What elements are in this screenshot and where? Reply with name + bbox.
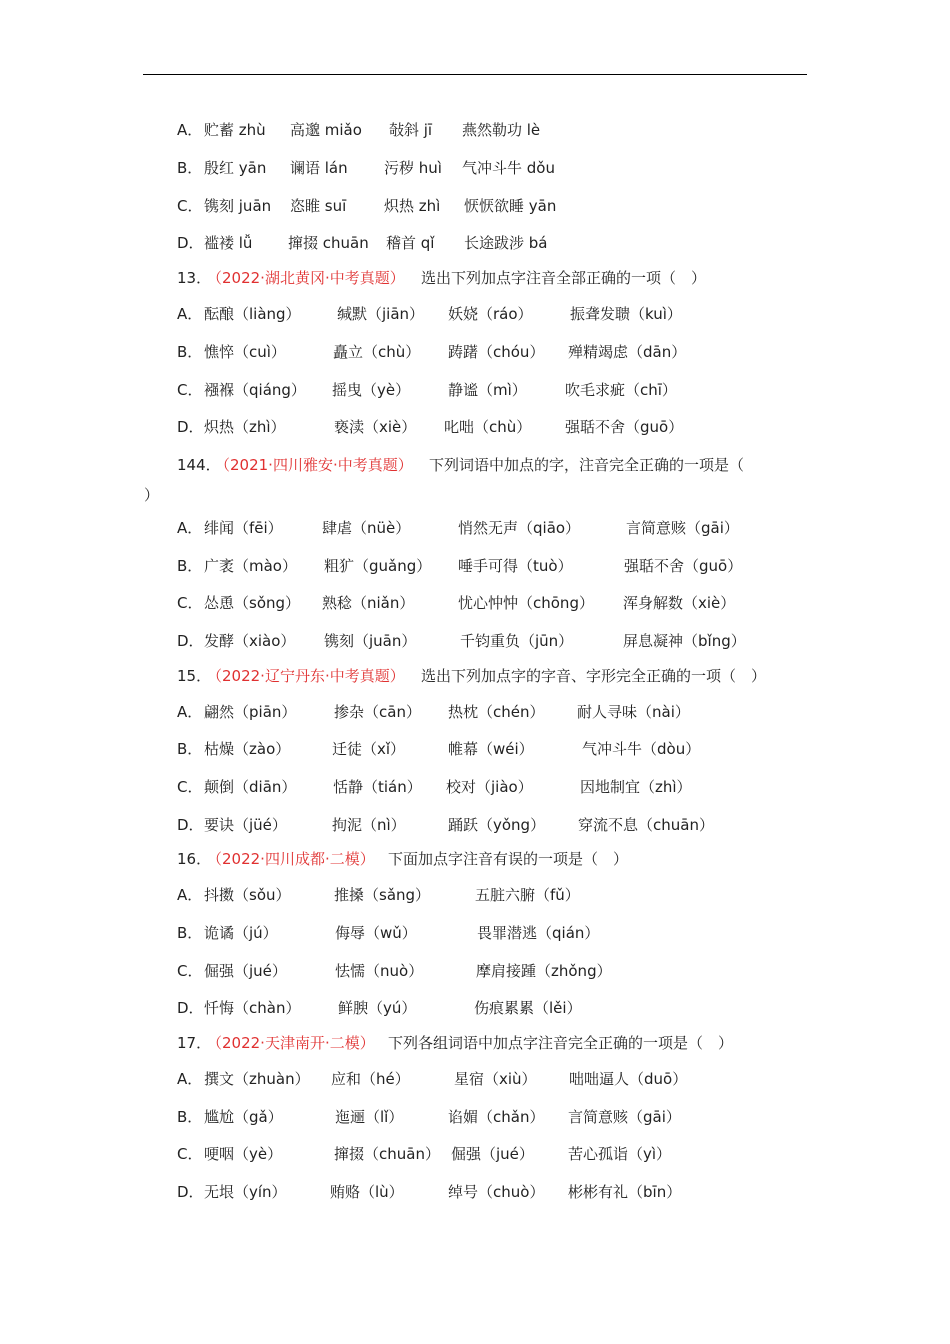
option-letter: C． xyxy=(177,381,203,399)
option-word: 矗立（chù） xyxy=(333,343,421,361)
option-letter: D． xyxy=(177,234,204,252)
option-word: 缄默（jiān） xyxy=(337,305,425,323)
option-letter: D． xyxy=(177,418,204,436)
option-word: 踌躇（chóu） xyxy=(448,343,545,361)
option-letter: C． xyxy=(177,962,203,980)
option-word: 襁褓（qiáng） xyxy=(204,381,306,399)
option-letter: A． xyxy=(177,305,203,323)
question-source: （2022·四川成都·二模） xyxy=(207,850,375,868)
option-word: 怯懦（nuò） xyxy=(335,962,424,980)
option-word: 枯燥（zào） xyxy=(204,740,291,758)
option-word: 撺掇 chuān xyxy=(288,234,369,252)
question-source: （2022·辽宁丹东·中考真题） xyxy=(207,667,405,685)
option-word: 言简意赅（gāi） xyxy=(626,519,739,537)
option-word: 贮蓄 zhù xyxy=(204,121,266,139)
option-word: 倔强（jué） xyxy=(204,962,287,980)
option-word: 恹恹欲睡 yān xyxy=(464,197,557,215)
option-word: 言简意赅（gāi） xyxy=(568,1108,681,1126)
question-number: 13． xyxy=(177,269,212,287)
option-word: 五脏六腑（fǔ） xyxy=(475,886,580,904)
option-word: 绰号（chuò） xyxy=(448,1183,545,1201)
option-word: 帷幕（wéi） xyxy=(448,740,534,758)
option-letter: A． xyxy=(177,121,203,139)
option-letter: A． xyxy=(177,1070,203,1088)
option-letter: B． xyxy=(177,557,203,575)
option-word: 耐人寻味（nài） xyxy=(577,703,690,721)
option-word: 畏罪潜逃（qián） xyxy=(477,924,600,942)
option-word: 殷红 yān xyxy=(204,159,267,177)
option-word: 妖娆（ráo） xyxy=(448,305,533,323)
option-letter: D． xyxy=(177,1183,204,1201)
option-word: 殚精竭虑（dān） xyxy=(568,343,687,361)
option-word: 屏息凝神（bǐng） xyxy=(623,632,746,650)
option-word: 强聒不舍（guō） xyxy=(565,418,684,436)
question-stem: 下列词语中加点的字，注音完全正确的一项是（ xyxy=(429,456,745,474)
option-letter: D． xyxy=(177,632,204,650)
question-stem: 下列各组词语中加点字注音完全正确的一项是（ ） xyxy=(388,1034,734,1052)
option-word: 褴褛 lǚ xyxy=(204,234,253,252)
option-word: 倔强（jué） xyxy=(451,1145,534,1163)
option-letter: C． xyxy=(177,1145,203,1163)
option-word: 亵渎（xiè） xyxy=(334,418,417,436)
option-letter: B． xyxy=(177,343,203,361)
option-word: 悄然无声（qiāo） xyxy=(458,519,581,537)
option-word: 唾手可得（tuò） xyxy=(458,557,573,575)
option-word: 肆虐（nüè） xyxy=(322,519,411,537)
option-word: 掺杂（cān） xyxy=(334,703,421,721)
option-word: 污秽 huì xyxy=(384,159,442,177)
option-word: 撺掇（chuān） xyxy=(334,1145,440,1163)
option-word: 彬彬有礼（bīn） xyxy=(568,1183,682,1201)
option-word: 谄媚（chǎn） xyxy=(448,1108,545,1126)
option-word: 长途跋涉 bá xyxy=(464,234,548,252)
question-stem: 选出下列加点字的字音、字形完全正确的一项（ ） xyxy=(421,667,767,685)
option-word: 颠倒（diān） xyxy=(204,778,297,796)
option-letter: B． xyxy=(177,1108,203,1126)
option-word: 气冲斗牛（dòu） xyxy=(582,740,701,758)
option-letter: D． xyxy=(177,999,204,1017)
option-word: 高邈 miǎo xyxy=(290,121,362,139)
option-word: 哽咽（yè） xyxy=(204,1145,283,1163)
option-word: 推搡（sǎng） xyxy=(334,886,431,904)
option-word: 憔悴（cuì） xyxy=(204,343,286,361)
question-number: 17． xyxy=(177,1034,212,1052)
option-letter: B． xyxy=(177,924,203,942)
question-number: 144． xyxy=(177,456,221,474)
option-word: 燕然勒功 lè xyxy=(462,121,541,139)
option-word: 恬静（tián） xyxy=(333,778,422,796)
question-number: 15． xyxy=(177,667,212,685)
option-word: 强聒不舍（guō） xyxy=(624,557,743,575)
option-word: 贿赂（lù） xyxy=(330,1183,404,1201)
option-letter: A． xyxy=(177,886,203,904)
option-letter: D． xyxy=(177,816,204,834)
option-word: 气冲斗牛 dǒu xyxy=(462,159,555,177)
option-word: 摩肩接踵（zhǒng） xyxy=(476,962,612,980)
option-word: 千钧重负（jūn） xyxy=(460,632,574,650)
question-stem: 下面加点字注音有误的一项是（ ） xyxy=(388,850,629,868)
option-word: 发酵（xiào） xyxy=(204,632,296,650)
option-word: 穿流不息（chuān） xyxy=(578,816,714,834)
option-word: 踊跃（yǒng） xyxy=(448,816,546,834)
option-word: 稽首 qǐ xyxy=(386,234,435,252)
header-rule xyxy=(143,74,807,75)
option-word: 静谧（mì） xyxy=(448,381,527,399)
option-word: 应和（hé） xyxy=(331,1070,410,1088)
option-letter: C． xyxy=(177,778,203,796)
option-word: 迁徒（xǐ） xyxy=(332,740,406,758)
option-letter: A． xyxy=(177,519,203,537)
option-word: 浑身解数（xiè） xyxy=(623,594,736,612)
option-word: 无垠（yín） xyxy=(204,1183,287,1201)
option-word: 拘泥（nì） xyxy=(332,816,406,834)
option-word: 撰文（zhuàn） xyxy=(204,1070,310,1088)
option-word: 广袤（mào） xyxy=(204,557,297,575)
option-word: 尴尬（gǎ） xyxy=(204,1108,283,1126)
option-word: 叱咄（chù） xyxy=(444,418,532,436)
option-word: 镌刻（juān） xyxy=(324,632,417,650)
option-word: 伤痕累累（lěi） xyxy=(474,999,582,1017)
option-word: 摇曳（yè） xyxy=(332,381,411,399)
question-source: （2022·天津南开·二模） xyxy=(207,1034,375,1052)
option-letter: B． xyxy=(177,159,203,177)
q14-stem-continued: ） xyxy=(144,486,160,504)
option-word: 要诀（jüé） xyxy=(204,816,287,834)
option-word: 翩然（piān） xyxy=(204,703,297,721)
option-word: 诡谲（jú） xyxy=(204,924,278,942)
option-word: 咄咄逼人（duō） xyxy=(569,1070,688,1088)
option-word: 忧心忡忡（chōng） xyxy=(458,594,594,612)
option-word: 苦心孤诣（yì） xyxy=(568,1145,672,1163)
option-word: 因地制宜（zhì） xyxy=(580,778,692,796)
option-word: 敧斜 jī xyxy=(389,121,433,139)
question-number: 16． xyxy=(177,850,212,868)
option-word: 侮辱（wǔ） xyxy=(335,924,417,942)
option-word: 抖擞（sǒu） xyxy=(204,886,291,904)
question-stem: 选出下列加点字注音全部正确的一项（ ） xyxy=(421,269,707,287)
option-word: 忏悔（chàn） xyxy=(204,999,301,1017)
option-word: 镌刻 juān xyxy=(204,197,272,215)
option-word: 迤逦（lǐ） xyxy=(335,1108,404,1126)
option-word: 熟稔（niǎn） xyxy=(322,594,415,612)
question-source: （2021·四川雅安·中考真题） xyxy=(215,456,413,474)
option-word: 炽热（zhì） xyxy=(204,418,286,436)
option-letter: A． xyxy=(177,703,203,721)
option-letter: C． xyxy=(177,594,203,612)
option-word: 热枕（chén） xyxy=(448,703,545,721)
option-letter: B． xyxy=(177,740,203,758)
option-word: 吹毛求疵（chī） xyxy=(565,381,677,399)
option-word: 酝酿（liàng） xyxy=(204,305,301,323)
option-word: 校对（jiào） xyxy=(446,778,533,796)
option-word: 恣睢 suī xyxy=(290,197,347,215)
option-letter: C． xyxy=(177,197,203,215)
question-source: （2022·湖北黄冈·中考真题） xyxy=(207,269,405,287)
option-word: 鲜腴（yú） xyxy=(338,999,417,1017)
option-word: 谰语 lán xyxy=(290,159,348,177)
option-word: 振聋发聩（kuì） xyxy=(570,305,682,323)
option-word: 粗犷（guǎng） xyxy=(324,557,432,575)
option-word: 炽热 zhì xyxy=(384,197,441,215)
option-word: 绯闻（fēi） xyxy=(204,519,283,537)
option-word: 星宿（xiù） xyxy=(454,1070,537,1088)
option-word: 怂恿（sǒng） xyxy=(204,594,301,612)
